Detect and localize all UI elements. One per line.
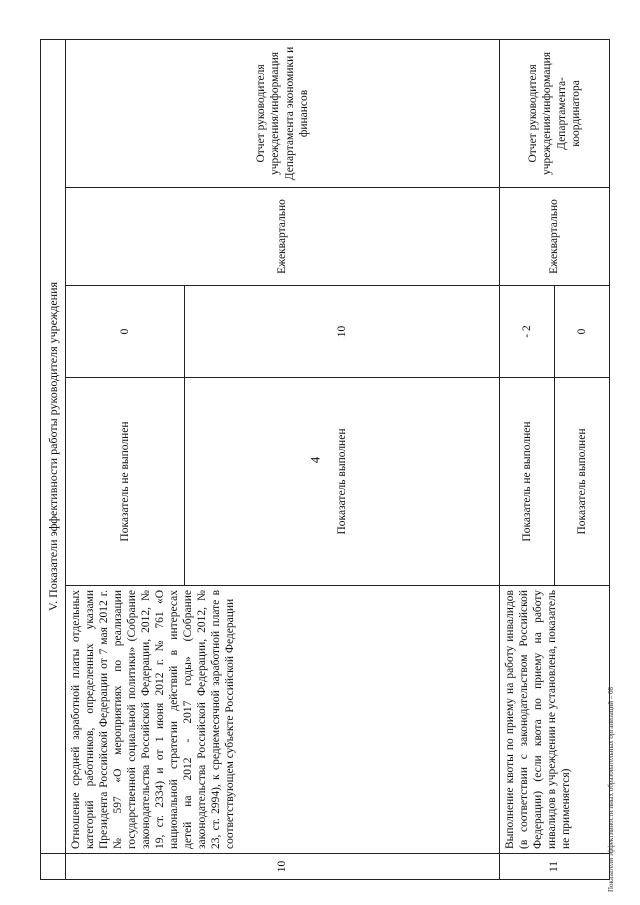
rotated-table-wrapper bbox=[40, 40, 610, 880]
table-row bbox=[500, 39, 555, 879]
points-met: 0 bbox=[555, 286, 610, 378]
periodicity: Ежеквартально bbox=[66, 188, 500, 286]
periodicity: Ежеквартально bbox=[500, 188, 610, 286]
header-empty-cell bbox=[41, 854, 66, 880]
status-not-met: Показатель не выполнен bbox=[66, 378, 185, 586]
points-not-met: - 2 bbox=[500, 286, 555, 378]
row-number: 11 bbox=[500, 854, 610, 880]
points-not-met: 0 bbox=[66, 286, 185, 378]
row-number: 10 bbox=[66, 854, 500, 880]
section-header: V. Показатели эффективности работы руководителя учреждения bbox=[41, 39, 66, 853]
efficiency-table bbox=[40, 39, 610, 880]
data-source: Отчет руководителя учреждения/информация Департамента экономики и финансов bbox=[66, 39, 500, 187]
page-number: 4 bbox=[307, 456, 323, 464]
section-header-row bbox=[41, 39, 66, 879]
data-source: Отчет руководителя учреждения/информация Департамента-координатора bbox=[500, 39, 610, 187]
table-row bbox=[66, 39, 185, 879]
page-footer: Показатели эффективности иных образовательных организаций – 08 bbox=[607, 686, 615, 892]
points-met: 10 bbox=[185, 286, 500, 378]
status-met: Показатель выполнен bbox=[185, 378, 500, 586]
status-not-met: Показатель не выполнен bbox=[500, 378, 555, 586]
status-met: Показатель выполнен bbox=[555, 378, 610, 586]
indicator-text: Отношение средней заработной платы отдельных категорий работников, определенных указами Президента Российской Федерации от 7 мая 2012 г. № 597 «О мероприятиях по реализации государственной социальной политики» (Собрание законодательства Российской Федерации, 2012, № 19, ст. 2334) и от 1 июня 2012 г. № 761 «О национальной стратегии действий в интересах детей на 2012 - 2017 годы» (Собрание законодательства Российской Федерации, 2012, № 23, ст. 2994), к среднемесячной заработной плате в соответствующем субъекте Российской Федерации bbox=[66, 586, 500, 854]
indicator-text: Выполнение квоты по приему на работу инвалидов (в соответствии с законодательством Российской Федерации) (если квота по приему на работу инвалидов в учреждении не установлена, показатель не применяется) bbox=[500, 586, 610, 854]
